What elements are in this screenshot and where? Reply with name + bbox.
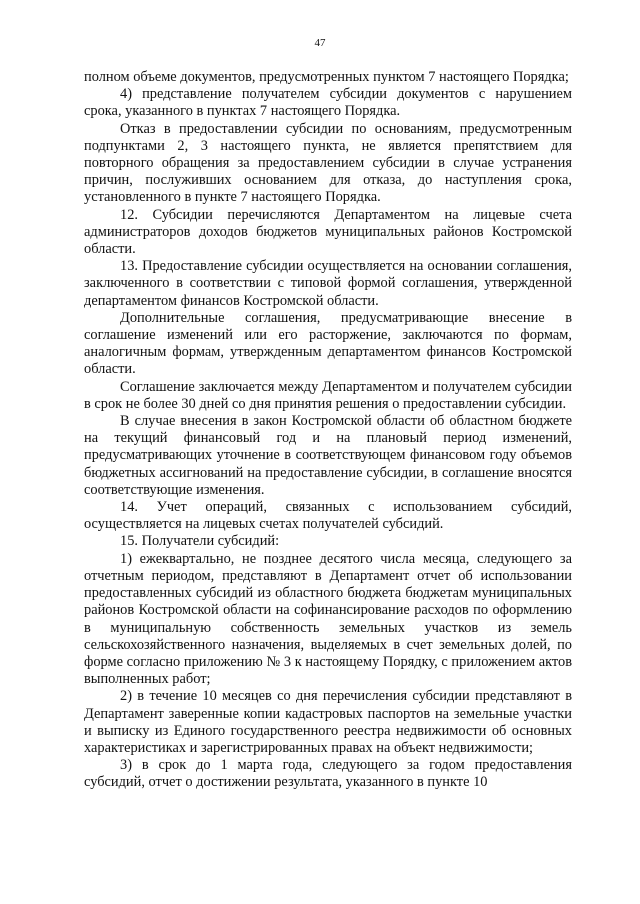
paragraph: 14. Учет операций, связанных с использованием субсидий, осуществляется на лицевых счетах получателей субсидий. [84,499,572,533]
paragraph: 15. Получатели субсидий: [120,533,280,550]
paragraph: Дополнительные соглашения, предусматривающие внесение в соглашение изменений или его расторжение, заключаются по формам, аналогичным формам, утвержденным департаментом финансов Костромской области. [84,309,572,378]
paragraph: 2) в течение 10 месяцев со дня перечисления субсидии представляют в Департамент заверенные копии кадастровых паспортов на земельные участки и выписку из Единого государственного реестра недвижимости об основных характеристиках и зарегистрированных правах на объект недвижимости; [84,688,572,756]
document-body [84,69,572,792]
paragraph: 4) представление получателем субсидии документов с нарушением срока, указанного в пунктах 7 настоящего Порядка. [84,86,572,120]
paragraph: полном объеме документов, предусмотренных пунктом 7 настоящего Порядка; [84,69,569,85]
paragraph: Соглашение заключается между Департаментом и получателем субсидии в срок не более 30 дней со дня принятия решения о предоставлении субсидии. [84,378,572,412]
page-number: 47 [314,37,326,49]
paragraph: 3) в срок до 1 марта года, следующего за годом предоставления субсидий, отчет о достижении результата, указанного в пункте 10 [84,757,572,791]
paragraph: Отказ в предоставлении субсидии по основаниям, предусмотренным подпунктами 2, 3 настоящего пункта, не является препятствием для повторного обращения за предоставлением субсидии в случае устранения причин, послуживших основанием для отказа, до наступления срока, установленного в пункте 7 настоящего Порядка. [84,120,572,206]
paragraph: 13. Предоставление субсидии осуществляется на основании соглашения, заключенного в соответствии с типовой формой соглашения, утвержденной департаментом финансов Костромской области. [84,258,572,309]
paragraph: 1) ежеквартально, не позднее десятого числа месяца, следующего за отчетным периодом, представляют в Департамент отчет об использовании предоставленных субсидий из областного бюджета бюджетам муниципальных районов Костромской области на софинансирование расходов по оформлению в муниципальную собственность земельных участков из земель сельскохозяйственного назначения, выделяемых в счет земельных долей, по форме согласно приложению № 3 к настоящему Порядку, с приложением актов выполненных работ; [84,550,572,688]
paragraph: В случае внесения в закон Костромской области об областном бюджете на текущий финансовый год и на плановый период изменений, предусматривающих уточнение в соответствующем финансовом году объемов бюджетных ассигнований на предоставление субсидии, в соглашение вносятся соответствующие изменения. [84,413,572,498]
paragraph: 12. Субсидии перечисляются Департаментом на лицевые счета администраторов доходов бюджетов муниципальных районов Костромской области. [84,206,572,258]
